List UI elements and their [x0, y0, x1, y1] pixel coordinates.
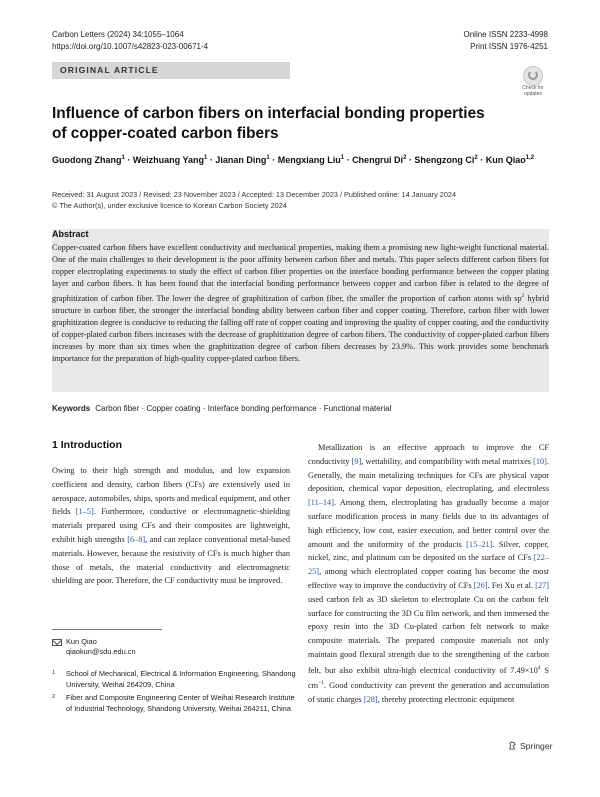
author-name[interactable]: Kun Qiao$^{1,2}$: [485, 155, 535, 165]
author-name[interactable]: Mengxiang Liu$^1$: [277, 155, 345, 165]
abstract-heading: Abstract: [52, 229, 89, 239]
citation-link[interactable]: [10]: [533, 456, 547, 466]
journal-citation: Carbon Letters (2024) 34:1055–1064: [52, 30, 184, 39]
author-name[interactable]: Weizhuang Yang$^1$: [132, 155, 208, 165]
journal-header-right: [464, 29, 549, 53]
author-separator: ·: [344, 155, 353, 165]
author-name[interactable]: Jianan Ding$^1$: [215, 155, 270, 165]
journal-header-left: [52, 29, 208, 53]
doi-link[interactable]: https://doi.org/10.1007/s42823-023-00671-4: [52, 42, 209, 51]
citation-link[interactable]: [22–25]: [308, 553, 549, 577]
intro-paragraph-right: Metallization is an effective approach to improve the CF conductivity [9], wettability, and compatibility with metal matrixes [10]. Generally, the main metalizing techniques for CFs are physical vapor deposition, chemical vapor deposition, electroplating, and electroless [11–14]. Among them, electroplating has gradually become a major surface modification process in many fields due to its advantages of high efficiency, low cost, easier execution, and better control over the amount and the uniformity of the products [15–21]. Silver, copper, nickel, zinc, and platinum can be deposited on the surface of CFs [22–25], among which electroplated copper coating has become the most effective way to improve the conductivity of CFs [26]. Fei Xu et al. [27] used carbon felt as 3D skeleton to electroplate Cu on the carbon felt surface for constructing the 3D Cu film network, and then immersed the epoxy resin into the 3D Cu-plated carbon felt network to make composite materials. The prepared composite materials not only maintain good flexural strength due to the strengthening of the carbon felt, but also exhibit ultra-high electrical conductivity of $7.49\times 10^4$ S $cm^{-1}$. Good conductivity can prevent the generation and accumulation of static charges [28], thereby protecting electronic equipment: [308, 443, 549, 704]
keywords-text: Carbon fiber · Copper coating · Interface bonding performance · Functional material: [95, 404, 392, 413]
author-affiliation-marker: 1: [204, 155, 208, 161]
author-name[interactable]: Shengzong Ci$^2$: [414, 155, 478, 165]
author-affiliation-marker: 2: [403, 155, 407, 161]
paper-page: Carbon Letters (2024) 34:1055–1064 https://doi.org/10.1007/s42823-023-00671-4 Online ISSN 2233-4998 Print ISSN 1976-4251 ORIGINAL ARTICLE Check for updates Influence of carbon fibers on interfacial bonding properties of copper-coated carbon fibers Guodong Zhang$^1$ · Weizhuang Yang$^1$ · Jianan Ding$^1$ · Mengxiang Liu$^1$ · Chengrui $Di^2$ · Shengzong $Ci^2$ · Kun Qiao$^{1,2}$ Received: 31 August 2023 / Revised: 23 November 2023 / Accepted: 13 December 2023 / Published online: 14 January 2024 © The Author(s), under exclusive licence to Korean Carbon Society 2024 Abstract Copper-coated carbon fibers have excellent conductivity and mechanical properties, making them a promising new light-weight functional material. One of the main challenges to their development is the poor affinity between carbon fiber and metals. This paper selects different carbon fibers for copper electroplating experiments to study the effect of carbon fiber properties on the interface bonding performance between the copper plating layer and carbon fibers. It has been found that the interfacial bonding performance between copper and carbon fiber is related to the degree of graphitization of carbon fiber. The lower the degree of graphitization of carbon fiber, the smaller the proportion of carbon atoms with $sp^2$ hybrid structure in carbon fiber, the stronger the interfacial bonding ability between carbon fiber and copper coating. Therefore, carbon fiber with lower graphitization degree is conducive to reducing the falling off rate of copper coating and improving the quality of copper coating, and the conductivity of copper-plated carbon fibers increases with the decrease of graphitization degree of carbon fibers. The conductivity of copper-plated carbon fibers increases by more than six times when the graphitization degree of carbon fibers decreases by 23.9%. This work provides some benchmark importance for the preparation of high-quality copper-plated carbon fibers. Keywords Carbon fiber · Copper coating · Interface bonding performance · Functional material 1 Introduction Owing to their high strength and modulus, and low expansion coefficient and density, carbon fibers (CFs) are extensively used in aerospace, automobiles, ships, sports and medical equipment, and other fields [1–5]. Furthermore, conductive or electromagnetic-shielding materials prepared using CFs and their composites are lightweight, exhibit high strengths [6–8], and can replace conventional metal-based materials. However, because the resistivity of CFs is much higher than those of metals, the material conductivity and electromagnetic shielding are poor. Therefore, the CF conductivity must be improved. Metallization is an effective approach to improve the CF conductivity [9], wettability, and compatibility with metal matrixes [10]. Generally, the main metalizing techniques for CFs are physical vapor deposition, chemical vapor deposition, electroplating, and electroless [11–14]. Among them, electroplating has gradually become a major surface modification process in many fields due to its advantages of high efficiency, low cost, easier execution, and better control over the amount and the uniformity of the products [15–21]. Silver, copper, nickel, zinc, and platinum can be deposited on the surface of CFs [22–25], among which electroplated copper coating has become the most effective way to improve the conductivity of CFs [26]. Fei Xu et al. [27] used carbon felt as 3D skeleton to electroplate Cu on the carbon felt surface for constructing the 3D Cu film network, and then immersed the epoxy resin into the 3D Cu-plated carbon felt network to make composite materials. The prepared composite materials not only maintain good flexural strength due to the strengthening of the carbon felt, but also exhibit ultra-high electrical conductivity of $7.49\times 10^4$ S $cm^{-1}$. Good conductivity can prevent the generation and accumulation of static charges [28], thereby protecting electronic equipment Kun Qiao qiaokun@sdu.edu.cn 1 School of Mechanical, Electrical & Information Engineering, Shandong University, Weihai 264209, China 2 Fiber and Composite Engineering Center of Weihai Research Institute of Industrial Technology, Shandong University, Weihai 264211, China Springer: [52, 30, 553, 751]
copyright-line: © The Author(s), under exclusive licence to Korean Carbon Society 2024: [52, 201, 287, 210]
check-for-updates-icon: [523, 66, 543, 86]
citation-link[interactable]: [15–21]: [466, 539, 493, 549]
title-line-1: Influence of carbon fibers on interfacial bonding properties: [52, 105, 485, 122]
citation-link[interactable]: [9]: [351, 456, 362, 466]
corresponding-author-email[interactable]: qiaokun@sdu.edu.cn: [66, 647, 136, 656]
citation-link[interactable]: [6–8]: [127, 534, 146, 544]
check-for-updates-label: Check for updates: [522, 85, 544, 97]
article-type-label: ORIGINAL ARTICLE: [60, 65, 159, 75]
author-separator: ·: [124, 155, 133, 165]
citation-link[interactable]: [27]: [535, 580, 549, 590]
envelope-icon: [52, 639, 62, 646]
publication-dates: [52, 189, 552, 211]
article-title: [52, 104, 522, 144]
author-affiliation-marker: 1: [266, 155, 270, 161]
author-separator: ·: [406, 155, 415, 165]
publisher-logo: [508, 741, 552, 751]
title-line-2: of copper-coated carbon fibers: [52, 125, 279, 142]
author-separator: ·: [477, 155, 486, 165]
citation-link[interactable]: [11–14]: [308, 498, 334, 508]
citation-link[interactable]: [28]: [363, 694, 378, 704]
author-name[interactable]: Guodong Zhang$^1$: [52, 155, 125, 165]
print-issn: Print ISSN 1976-4251: [470, 42, 548, 51]
check-for-updates-badge[interactable]: [518, 66, 548, 96]
publisher-name: Springer: [520, 741, 553, 751]
section-heading-introduction: 1 Introduction: [52, 439, 122, 451]
author-affiliation-marker: 2: [474, 155, 478, 161]
keywords-label: Keywords: [52, 404, 91, 413]
keywords: [52, 404, 549, 413]
article-type-bar: [52, 62, 290, 79]
online-issn: Online ISSN 2233-4998: [463, 30, 548, 39]
author-affiliation-marker: 1: [121, 155, 125, 161]
abstract-section: [52, 229, 549, 392]
author-affiliation-marker: 1: [340, 155, 345, 161]
citation-link[interactable]: [1–5]: [75, 507, 94, 517]
footnote-rule: [52, 629, 162, 630]
author-separator: ·: [207, 155, 216, 165]
author-list: [52, 155, 552, 165]
author-name[interactable]: Chengrui Di$^2$: [352, 155, 407, 165]
corresponding-author-name: Kun Qiao: [66, 637, 97, 646]
author-affiliation-marker: 1,2: [525, 155, 535, 161]
citation-link[interactable]: [26]: [473, 580, 488, 590]
abstract-text: Copper-coated carbon fibers have excellent conductivity and mechanical properties, making them a promising new light-weight functional material. One of the main challenges to their development is the poor affinity between carbon fiber and metals. This paper selects different carbon fibers for copper electroplating experiments to study the effect of carbon fiber properties on the interface bonding performance between the copper plating layer and carbon fibers. It has been found that the interfacial bonding performance between copper and carbon fiber is related to the degree of graphitization of carbon fiber. The lower the degree of graphitization of carbon fiber, the smaller the proportion of carbon atoms with $sp^2$ hybrid structure in carbon fiber, the stronger the interfacial bonding ability between carbon fiber and copper coating. Therefore, carbon fiber with lower graphitization degree is conducive to reducing the falling off rate of copper coating and improving the quality of copper coating, and the conductivity of copper-plated carbon fibers increases with the decrease of graphitization degree of carbon fibers. The conductivity of copper-plated carbon fibers increases by more than six times when the graphitization degree of carbon fibers decreases by 23.9%. This work provides some benchmark importance for the preparation of high-quality copper-plated carbon fibers.: [52, 243, 549, 363]
intro-paragraph-left: Owing to their high strength and modulus, and low expansion coefficient and density, carbon fibers (CFs) are extensively used in aerospace, automobiles, ships, sports and medical equipment, and other fields [1–5]. Furthermore, conductive or electromagnetic-shielding materials prepared using CFs and their composites are lightweight, exhibit high strengths [6–8], and can replace conventional metal-based materials. However, because the resistivity of CFs is much higher than those of metals, the material conductivity and electromagnetic shielding are poor. Therefore, the CF conductivity must be improved.: [52, 466, 290, 586]
history-dates: Received: 31 August 2023 / Revised: 23 November 2023 / Accepted: 13 December 2023 / Published online: 14 January 2024: [52, 190, 457, 199]
springer-horse-icon: [508, 741, 517, 750]
author-separator: ·: [269, 155, 278, 165]
